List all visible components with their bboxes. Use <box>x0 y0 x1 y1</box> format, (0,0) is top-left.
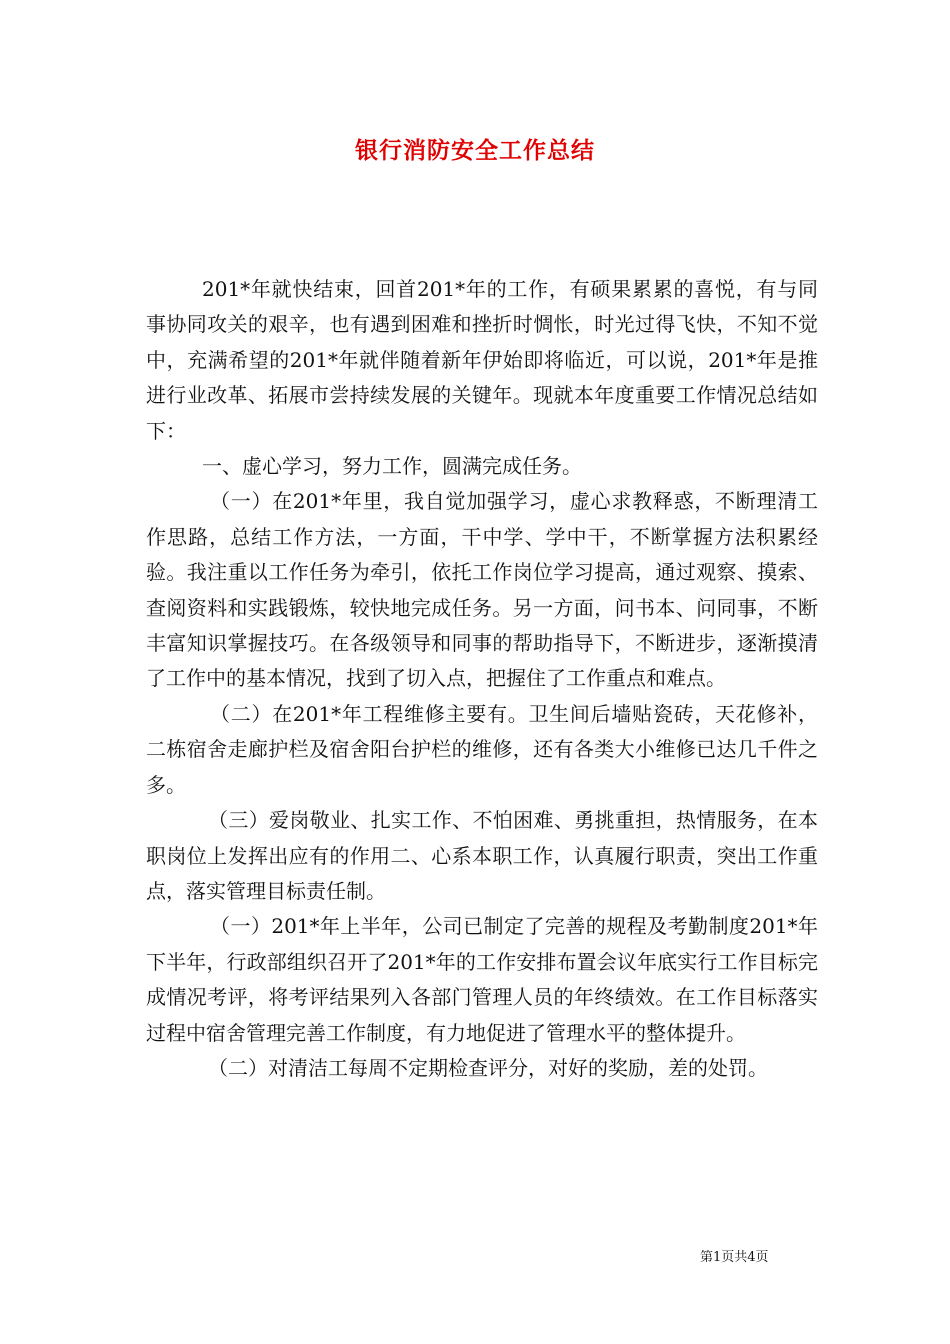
page-number-footer: 第1页共4页 <box>700 1250 769 1265</box>
paragraph-item-2-1: （一）201*年上半年，公司已制定了完善的规程及考勤制度201*年下半年，行政部组织召开了201*年的工作安排布置会议年底实行工作目标完成情况考评，将考评结果列入各部门管理人员的年终绩效。在工作目标落实过程中宿舍管理完善工作制度，有力地促进了管理水平的整体提升。 <box>146 914 818 1045</box>
document-body <box>146 272 818 1086</box>
paragraph-item-1-2: （二）在201*年工程维修主要有。卫生间后墙贴瓷砖，天花修补，二栋宿舍走廊护栏及宿舍阳台护栏的维修，还有各类大小维修已达几千件之多。 <box>146 701 818 797</box>
paragraph-item-2-2: （二）对清洁工每周不定期检查评分，对好的奖励，差的处罚。 <box>208 1055 768 1080</box>
document-title: 银行消防安全工作总结 <box>355 138 595 164</box>
section-heading-1: 一、虚心学习，努力工作，圆满完成任务。 <box>202 454 582 479</box>
paragraph-item-1-1: （一）在201*年里，我自觉加强学习，虚心求教释惑，不断理清工作思路，总结工作方法，一方面，干中学、学中干，不断掌握方法积累经验。我注重以工作任务为牵引，依托工作岗位学习提高，通过观察、摸索、查阅资料和实践锻炼，较快地完成任务。另一方面，问书本、问同事，不断丰富知识掌握技巧。在各级领导和同事的帮助指导下，不断进步，逐渐摸清了工作中的基本情况，找到了切入点，把握住了工作重点和难点。 <box>146 489 818 691</box>
paragraph-intro: 201*年就快结束，回首201*年的工作，有硕果累累的喜悦，有与同事协同攻关的艰辛，也有遇到困难和挫折时惆怅，时光过得飞快，不知不觉中，充满希望的201*年就伴随着新年伊始即将临近，可以说，201*年是推进行业改革、拓展市尝持续发展的关键年。现就本年度重要工作情况总结如下： <box>146 277 818 443</box>
paragraph-item-1-3: （三）爱岗敬业、扎实工作、不怕困难、勇挑重担，热情服务，在本职岗位上发挥出应有的作用二、心系本职工作，认真履行职责，突出工作重点，落实管理目标责任制。 <box>146 808 818 903</box>
